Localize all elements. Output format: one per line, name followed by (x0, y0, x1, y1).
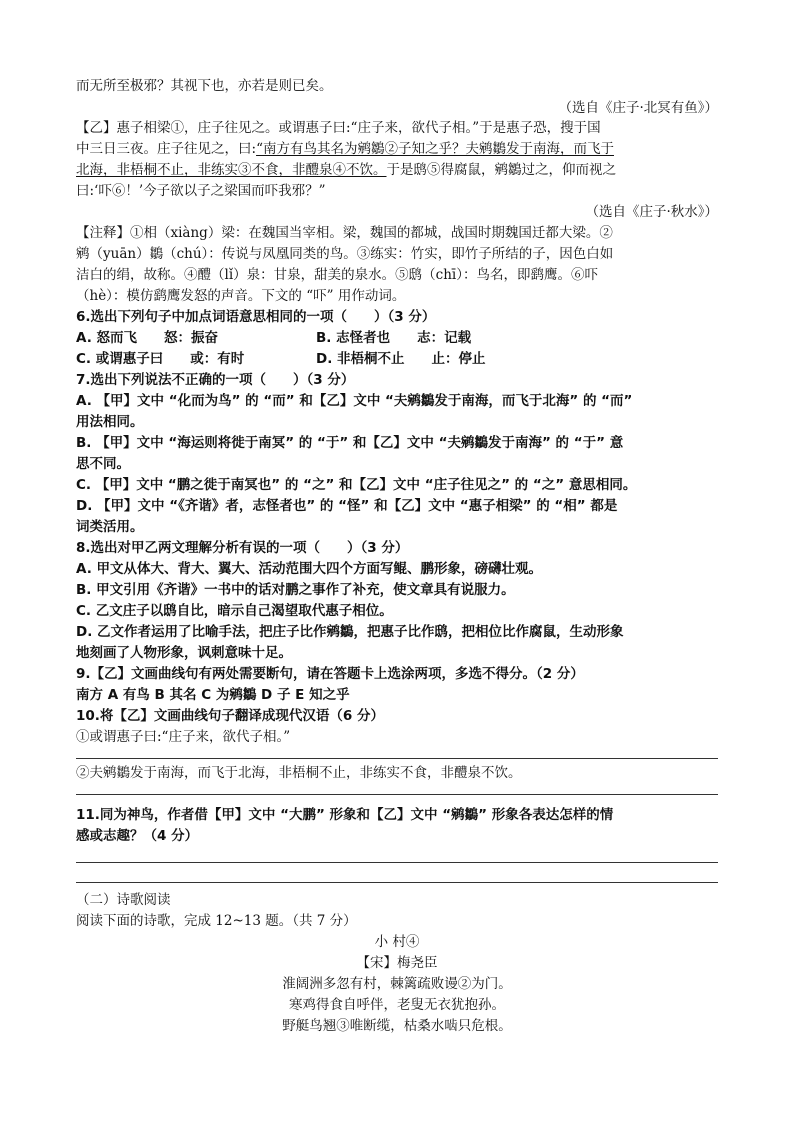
notes-line-2: 鹓（yuān）鶵（chú）：传说与凤凰同类的鸟。③练实：竹实，即竹子所结的子，因色白如 (76, 246, 614, 262)
q10-stem: 10.将【乙】文画曲线句子翻译成现代汉语（6 分） (76, 708, 385, 724)
notes-line-1: 【注释】①相（xiàng）梁：在魏国当宰相。梁，魏国的都城，战国时期魏国迁都大梁。② (76, 225, 613, 241)
poem-title: 小 村④ (374, 934, 420, 950)
q7-option-c: C. 【甲】文中 “鹏之徙于南冥也” 的 “之” 和【乙】文中 “庄子往见之” 的 “之” 意思相同。 (76, 477, 637, 493)
yi-line-2-plain: 中三日三夜。庄子往见之，曰: (76, 141, 257, 157)
q8-option-b: B. 甲文引用《齐谐》一书中的话对鹏之事作了补充，使文章具有说服力。 (76, 582, 515, 598)
q11-answer-line-2 (76, 882, 718, 883)
q6-options-row-2 (76, 349, 718, 369)
q11-stem-line-1: 11.同为神鸟，作者借【甲】文中 “大鹏” 形象和【乙】文中 “鹓鶵” 形象各表达怎样的情 (76, 807, 614, 823)
yi-line-2 (76, 139, 718, 159)
poem-line-1: 淮阔洲多忽有村，棘篱疏败谩②为门。 (282, 976, 512, 992)
q6-option-d: D. 非梧桐不止 止：停止 (316, 351, 486, 367)
q9-stem: 9.【乙】文画曲线句有两处需要断句，请在答题卡上选涂两项，多选不得分。（2 分） (76, 666, 584, 682)
q11-stem-line-2: 感或志趣？（4 分） (76, 828, 199, 844)
poetry-instruction: 阅读下面的诗歌，完成 12~13 题。（共 7 分） (76, 913, 357, 929)
q8-stem: 8.选出对甲乙两文理解分析有误的一项（ ）（3 分） (76, 540, 409, 556)
q8-option-c: C. 乙文庄子以鸱自比，暗示自己渴望取代惠子相位。 (76, 603, 393, 619)
poem-line-3: 野艇鸟翘③唯断缆，枯桑水啮只危根。 (282, 1018, 512, 1034)
yi-line-3-underlined: 北海，非梧桐不止，非练实③不食，非醴泉④不饮。 (76, 162, 387, 178)
notes-line-3: 洁白的绢，故称。④醴（lǐ）泉：甘泉，甜美的泉水。⑤鸱（chī）：鸟名，即鹞鹰。⑥吓 (76, 267, 598, 283)
q10-sentence-2: ②夫鹓鶵发于南海，而飞于北海，非梧桐不止，非练实不食，非醴泉不饮。 (76, 765, 522, 781)
poetry-section-title: （二）诗歌阅读 (76, 892, 171, 908)
q7-option-d-line-1: D. 【甲】文中 “《齐谐》者，志怪者也” 的 “怪” 和【乙】文中 “惠子相梁” 的 “相” 都是 (76, 498, 618, 514)
poem-author: 【宋】梅尧臣 (356, 955, 438, 971)
q6-stem: 6.选出下列句子中加点词语意思相同的一项（ ）（3 分） (76, 309, 436, 325)
q11-answer-line-1 (76, 862, 718, 863)
q6-option-c: C. 或谓惠子曰 或：有时 (76, 351, 245, 367)
q8-option-d-line-2: 地刻画了人物形象，讽刺意味十足。 (76, 645, 292, 661)
q6-options-row-1 (76, 328, 718, 348)
q6-option-b: B. 志怪者也 志：记载 (316, 330, 472, 346)
jia-source: （选自《庄子·北冥有鱼》） (558, 100, 718, 116)
yi-line-3-plain: 于是鸱⑤得腐鼠，鹓鶵过之，仰而视之 (386, 162, 616, 178)
q7-option-a-line-2: 用法相同。 (76, 414, 144, 430)
q10-answer-line-1 (76, 758, 718, 759)
q8-option-d-line-1: D. 乙文作者运用了比喻手法，把庄子比作鹓鶵，把惠子比作鸱，把相位比作腐鼠，生动形象 (76, 624, 624, 640)
q9-options: 南方 A 有鸟 B 其名 C 为鹓鶵 D 子 E 知之乎 (76, 687, 350, 703)
yi-source: （选自《庄子·秋水》） (585, 204, 718, 220)
yi-line-4: 曰:‘吓⑥！’今子欲以子之梁国而吓我邪？” (76, 183, 326, 199)
q6-option-a: A. 怒而飞 怒：振奋 (76, 330, 219, 346)
q10-answer-line-2 (76, 794, 718, 795)
q8-option-a: A. 甲文从体大、背大、翼大、活动范围大四个方面写鲲、鹏形象，磅礴壮观。 (76, 561, 543, 577)
q10-sentence-1: ①或谓惠子曰:“庄子来，欲代子相。” (76, 729, 291, 745)
yi-line-3 (76, 160, 718, 180)
yi-line-2-underlined: “南方有鸟其名为鹓鶵②子知之乎？夫鹓鶵发于南海，而飞于 (256, 141, 614, 157)
notes-line-4: （hè）：模仿鹞鹰发怒的声音。下文的 “吓” 用作动词。 (76, 288, 406, 304)
q7-option-d-line-2: 词类活用。 (76, 519, 144, 535)
yi-line-1: 【乙】惠子相梁①，庄子往见之。或谓惠子曰:“庄子来，欲代子相。”于是惠子恐，搜于国 (76, 120, 601, 136)
jia-text-tail: 而无所至极邪？其视下也，亦若是则已矣。 (76, 78, 333, 94)
q7-option-a-line-1: A. 【甲】文中 “化而为鸟” 的 “而” 和【乙】文中 “夫鹓鶵发于南海，而飞于北海” 的 “而” (76, 393, 633, 409)
poem-line-2: 寒鸡得食自呼伴，老叟无衣犹抱孙。 (289, 997, 505, 1013)
q7-option-b-line-1: B. 【甲】文中 “海运则将徙于南冥” 的 “于” 和【乙】文中 “夫鹓鶵发于南海” 的 “于” 意 (76, 435, 624, 451)
q7-option-b-line-2: 思不同。 (76, 456, 130, 472)
q7-stem: 7.选出下列说法不正确的一项（ ）（3 分） (76, 372, 355, 388)
